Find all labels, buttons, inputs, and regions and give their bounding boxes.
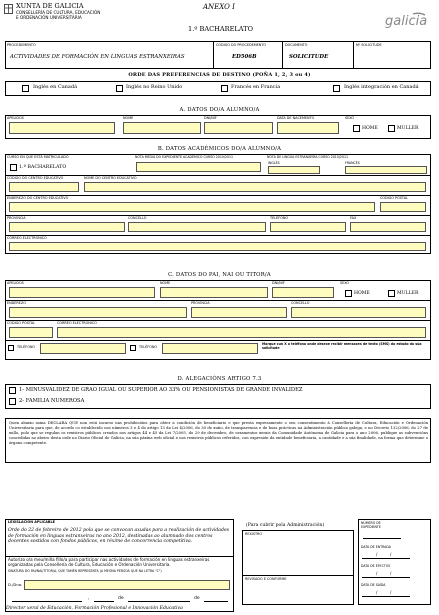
department-line-2: E ORDENACIÓN UNIVERSITARIA (16, 15, 82, 20)
student-surnames-input[interactable] (9, 122, 115, 134)
allegations-section-title: D. ALEGACIÓNS ARTIGO 7.3 (177, 376, 262, 382)
pref-canada-label: Inglés en Canadá (33, 84, 78, 90)
reviewed-label: REVISADO E CONFORME (245, 577, 287, 581)
language-french-label: FRANCÉS (345, 161, 360, 165)
course-title: 1.º BACHARELATO (188, 25, 254, 33)
authorization-text: Autorizo o/a meu/miña fillo/a para participar nas actividades de formación en linguas estranxeiras organizadas pola Consellería de Cultura, Educación e Ordenación Universitaria. (8, 557, 210, 567)
procedure-code-value: ED506B (232, 54, 257, 60)
parent-male-checkbox[interactable] (345, 290, 352, 297)
student-surnames-label: APELIDOS (7, 116, 24, 120)
department-line-1: CONSELLERÍA DE CULTURA, EDUCACIÓN (16, 10, 101, 15)
school-address-label: ENDEREZO DO CENTRO EDUCATIVO (7, 196, 69, 200)
student-male-checkbox[interactable] (353, 125, 360, 132)
pref-canada-input[interactable] (22, 85, 29, 92)
school-council-label: CONCELLO (128, 216, 147, 220)
school-code-input[interactable] (9, 182, 79, 192)
school-name-input[interactable] (84, 182, 426, 192)
parent-address-input[interactable] (9, 307, 187, 318)
xunta-name: XUNTA DE GALICIA (16, 2, 84, 10)
language-english-input[interactable] (268, 166, 320, 174)
annex-title: ANEXO I (203, 3, 235, 11)
course-1bach-checkbox[interactable] (10, 164, 17, 171)
parent-province-input[interactable] (191, 307, 287, 318)
admin-title: (Para cubrir pola Administración) (246, 523, 325, 528)
parent-province-label: PROVINCIA (191, 301, 210, 305)
parent-council-input[interactable] (291, 307, 426, 318)
parent-phone1-input[interactable] (40, 343, 126, 354)
exit-date-slash-1: / (376, 590, 378, 595)
student-female-checkbox[interactable] (388, 125, 395, 132)
procedure-label: PROCEDEMENTO (7, 43, 36, 47)
school-address-input[interactable] (9, 202, 375, 212)
parent-email-label: CORREO ELECTRÓNICO (57, 321, 97, 325)
file-number-label: NÚMERO DE EXPEDIENTE (361, 521, 381, 529)
allegation-disability-label: 1- MINUSVALIDEZ DE GRAO IGUAL OU SUPERIOR AO 33% OU PENSIONISTAS DE GRANDE INVALIDEZ (19, 387, 303, 393)
school-phone-label: TELÉFONO (270, 216, 289, 220)
entry-date-slash-1: / (376, 552, 378, 557)
pref-canada-integration-input[interactable] (333, 85, 340, 92)
school-name-label: NOME DO CENTRO EDUCATIVO (84, 176, 137, 180)
language-grade-label: NOTA DE LINGUA ESTRANXEIRA CURSO 2010/2011 (267, 155, 349, 159)
date-de-2: de (194, 596, 200, 601)
director-footer: Director xeral de Educación, Formación Profesional e Innovación Educativa (6, 606, 183, 611)
date-comma: , (88, 596, 90, 601)
xunta-logo (4, 4, 13, 14)
school-email-input[interactable] (9, 242, 426, 251)
parent-nif-label: DNI/NIF (272, 281, 285, 285)
parent-postal-input[interactable] (9, 327, 53, 338)
parent-section-title: C. DATOS DO PAI, NAI OU TITOR/A (168, 272, 271, 278)
document-label: DOCUMENTO (285, 43, 308, 47)
student-birth-date-label: DATA DE NACEMENTO (277, 116, 315, 120)
galicia-logo-text: galicia (385, 14, 428, 29)
school-postal-input[interactable] (380, 202, 426, 212)
language-french-input[interactable] (345, 166, 427, 174)
student-birth-date-input[interactable] (277, 122, 339, 134)
school-email-label: CORREO ELECTRÓNICO (7, 236, 47, 240)
student-male-label: HOME (362, 126, 378, 131)
entry-date-slash-2: / (390, 552, 392, 557)
school-postal-label: CÓDIGO POSTAL (380, 196, 408, 200)
parent-female-checkbox[interactable] (388, 290, 395, 297)
allegation-large-family-label: 2- FAMILIA NUMEROSA (19, 398, 85, 404)
pref-uk-label: Inglés no Reino Unido (126, 84, 183, 90)
legislation-text: Orde do 22 de febreiro de 2012 pola que se convocan axudas para a realización de actividades de formación en linguas estranxeiras no ano 2012, destinadas ao alumnado dos centros docentes sostidos con fondos públicos, en réxime de concorrencia competitiva. (8, 528, 230, 545)
school-council-input[interactable] (128, 222, 266, 232)
parent-name-input[interactable] (160, 287, 268, 298)
procedure-value: ACTIVIDADES DE FORMACIÓN EN LINGUAS ESTRANXEIRAS (10, 54, 185, 60)
signer-name-label: D./Dna. (8, 582, 23, 587)
effects-date-field[interactable] (362, 572, 410, 578)
parent-female-label: MULLER (397, 291, 419, 296)
legislation-label: LEXISLACIÓN APLICABLE (8, 520, 55, 524)
school-code-label: CÓDIGO DO CENTRO EDUCATIVO (7, 176, 64, 180)
parent-surnames-input[interactable] (9, 287, 155, 298)
sms-note: Marque cun X o teléfono onde desexe recibir mensaxes de texto (SMS) do estado da súa solicitude (262, 342, 422, 350)
signer-name-input[interactable] (24, 580, 230, 590)
parent-male-label: HOME (354, 291, 370, 296)
parent-nif-input[interactable] (272, 287, 334, 298)
allegation-disability-checkbox[interactable] (9, 387, 16, 394)
parent-email-input[interactable] (57, 327, 426, 338)
parent-phone1-sms-checkbox[interactable] (8, 345, 14, 351)
school-province-label: PROVINCIA (7, 216, 26, 220)
course-enrolled-label: CURSO EN QUE ESTÁ MATRICULADO (7, 155, 69, 159)
effects-date-slash-2: / (390, 571, 392, 576)
parent-surnames-label: APELIDOS (7, 281, 24, 285)
parent-phone2-input[interactable] (162, 343, 258, 354)
signature-label: SINATURA DO PAI/NAI/TITOR/A, QUE TAMÉN REPRESENTA (A MESMA PERSOA QUE NA LETRA "C") (8, 569, 162, 573)
admin-box (242, 530, 354, 605)
parent-phone2-sms-checkbox[interactable] (130, 345, 136, 351)
pref-uk-input[interactable] (116, 85, 123, 92)
effects-date-slash-1: / (376, 571, 378, 576)
date-de-1: de (118, 596, 124, 601)
exit-date-label: DATA DE SAÍDA (361, 583, 386, 587)
student-sex-label: SEXO (345, 116, 355, 120)
student-nif-input[interactable] (204, 122, 273, 134)
declaration-text: Quen abaixo asina DECLARA QUE non está incurso nas prohibicións para obter a condición de beneficiario e que presta expresamente o seu consentimento á Consellería de Cultura, Educación e Ordenación Universitaria para que, de acordo co establecido nos números 3 e 4 do artigo 13 da Lei 4/2006, do 30 de xuño, de transparencia e de boas prácticas na Administración pública galega, e no Decreto 132/2006, do 27 de xullo, polo que se regulan os rexistros públicos creados nos artigos 44 e 45 da Lei 7/2005, do 29 de decembro, de orzamentos xerais da Comunidade Autónoma de Galicia para o ano 2006, publique as subvencións concedidas ao abeiro desta orde no Diario Oficial de Galicia, na súa páxina web oficial e nos rexistros públicos referidos, con expresión da entidade beneficiaria, a cantidade e a súa finalidade, na forma que determine o órgano competente. (9, 421, 428, 445)
student-nif-label: DNI/NIF (204, 116, 217, 120)
registry-label: REXISTRO (245, 532, 263, 536)
procedure-code-label: CÓDIGO DO PROCEDEMENTO (216, 43, 267, 47)
document-value: SOLICITUDE (289, 54, 329, 60)
pref-france-input[interactable] (221, 85, 228, 92)
parent-sex-label: SEXO (340, 281, 350, 285)
student-section-title: A. DATOS DO/A ALUMNO/A (179, 107, 260, 113)
language-english-label: INGLÉS (268, 161, 280, 165)
student-name-input[interactable] (123, 122, 201, 134)
parent-address-label: ENDEREZO (7, 301, 26, 305)
preferences-title: ORDE DAS PREFERENCIAS DE DESTINO (POÑA 1, 2, 3 ou 4) (128, 72, 311, 78)
galicia-logo (385, 12, 431, 32)
parent-council-label: CONCELLO (291, 301, 310, 305)
school-province-input[interactable] (9, 222, 125, 232)
exit-date-field[interactable] (362, 591, 410, 597)
student-name-label: NOME (123, 116, 134, 120)
entry-date-field[interactable] (362, 553, 410, 559)
parent-phone2-label: TELÉFONO (139, 345, 158, 349)
signature-date-line (8, 595, 230, 603)
academic-section-title: B. DATOS ACADÉMICOS DO/A ALUMNO/A (157, 146, 282, 152)
student-female-label: MULLER (397, 126, 419, 131)
school-fax-input[interactable] (350, 222, 426, 232)
exit-date-slash-2: / (390, 590, 392, 595)
grade-average-input[interactable] (136, 162, 261, 172)
allegation-large-family-checkbox[interactable] (9, 398, 16, 405)
school-fax-label: FAX (350, 216, 357, 220)
parent-phone1-label: TELÉFONO (17, 345, 36, 349)
parent-postal-label: CÓDIGO POSTAL (7, 321, 35, 325)
grade-average-label: NOTA MEDIA DO EXPEDIENTE ACADÉMICO CURSO 2010/2011 (135, 155, 234, 159)
course-1bach-label: 1.º BACHARELATO (19, 165, 67, 170)
effects-date-label: DATA DE EFECTOS (361, 564, 391, 568)
entry-date-label: DATA DE ENTRADA (361, 545, 391, 549)
school-phone-input[interactable] (270, 222, 346, 232)
parent-name-label: NOME (160, 281, 171, 285)
pref-canada-integration-label: Inglés integración en Canadá (344, 84, 419, 90)
pref-france-label: Francés en Francia (231, 84, 281, 90)
request-number-label: Nº SOLICITUDE (356, 43, 382, 47)
